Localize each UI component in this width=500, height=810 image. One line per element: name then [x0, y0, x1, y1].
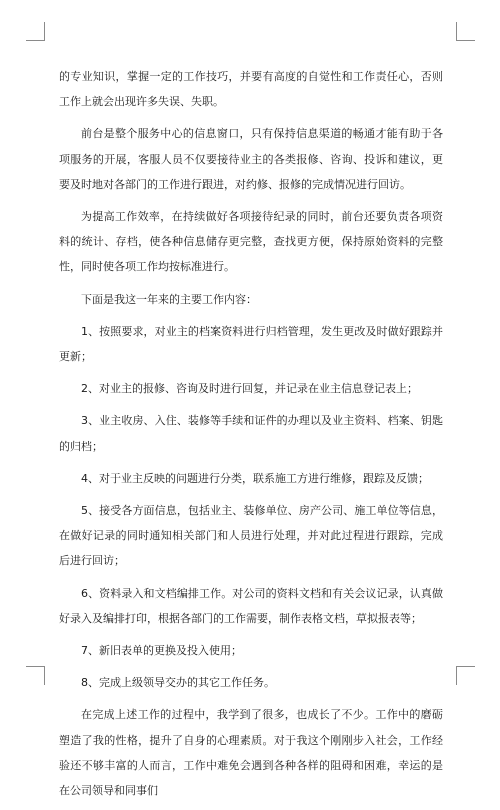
list-item: 8、完成上级领导交办的其它工作任务。 — [81, 676, 275, 690]
crop-mark-top-right — [456, 22, 475, 41]
list-item: 1、按照要求，对业主的档案资料进行归档管理，发生更改及时做好跟踪并更新； — [59, 324, 443, 364]
list-item: 7、新旧表单的更换及投入使用； — [81, 644, 242, 658]
paragraph: 为提高工作效率，在持续做好各项接待纪录的同时，前台还要负责各项资料的统计、存档，使各种信息储存更完整，查找更方便，保持原始资料的完整性，同时使各项工作均按标准进行。 — [59, 210, 443, 274]
list-item: 3、业主收房、入住、装修等手续和证件的办理以及业主资料、档案、钥匙的归档； — [59, 414, 443, 453]
crop-mark-top-left — [26, 22, 45, 41]
list-item: 4、对于业主反映的问题进行分类，联系施工方进行维修，跟踪及反馈； — [81, 471, 429, 485]
crop-mark-bottom-left — [26, 666, 45, 685]
paragraph: 的专业知识，掌握一定的工作技巧，并要有高度的自觉性和工作责任心，否则工作上就会出现许多失误、失职。 — [59, 70, 443, 109]
document-body — [59, 64, 443, 810]
list-item: 2、对业主的报修、咨询及时进行回复，并记录在业主信息登记表上； — [81, 382, 418, 396]
list-item: 6、资料录入和文档编排工作。对公司的资料文档和有关会议记录，认真做好录入及编排打印，根据各部门的工作需要，制作表格文档，草拟报表等； — [59, 586, 443, 625]
list-item: 5、接受各方面信息，包括业主、装修单位、房产公司、施工单位等信息，在做好记录的同时通知相关部门和人员进行处理，并对此过程进行跟踪，完成后进行回访； — [59, 504, 443, 568]
paragraph: 前台是整个服务中心的信息窗口，只有保持信息渠道的畅通才能有助于各项服务的开展，客服人员不仅要接待业主的各类报修、咨询、投诉和建议，更要及时地对各部门的工作进行跟进，对约修、报修的完成情况进行回访。 — [59, 127, 443, 191]
paragraph: 下面是我这一年来的主要工作内容： — [81, 292, 257, 306]
paragraph: 在完成上述工作的过程中，我学到了很多，也成长了不少。工作中的磨砺塑造了我的性格，提升了自身的心理素质。对于我这个刚刚步入社会，工作经验还不够丰富的人而言，工作中难免会遇到各种各样的阻碍和困难，幸运的是在公司领导和同事们 — [59, 708, 443, 798]
crop-mark-bottom-right — [456, 666, 475, 685]
